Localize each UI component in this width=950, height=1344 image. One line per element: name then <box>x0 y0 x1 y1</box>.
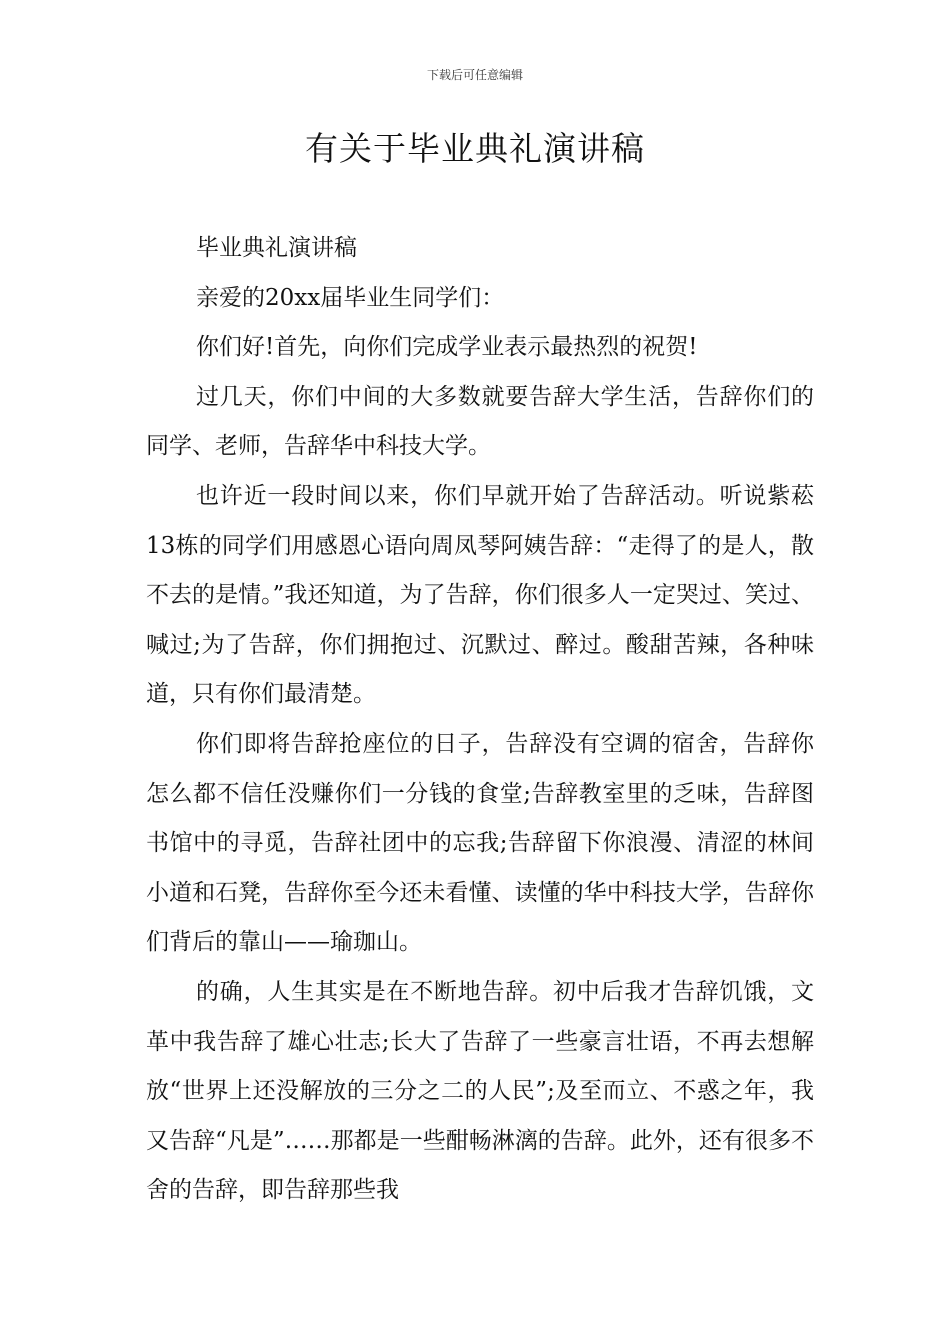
paragraph-body: 过几天，你们中间的大多数就要告辞大学生活，告辞你们的同学、老师，告辞华中科技大学。 <box>146 383 814 460</box>
paragraph-body: 的确，人生其实是在不断地告辞。初中后我才告辞饥饿，文革中我告辞了雄心壮志;长大了告辞了一些豪言壮语，不再去想解放“世界上还没解放的三分之二的人民”;及至而立、不惑之年，我又告辞“凡是”……那都是一些酣畅淋漓的告辞。此外，还有很多不舍的告辞，即告辞那些我 <box>146 978 814 1204</box>
paragraph-subtitle: 毕业典礼演讲稿 <box>196 235 357 261</box>
document-title: 有关于毕业典礼演讲稿 <box>305 129 645 168</box>
paragraph-body: 也许近一段时间以来，你们早就开始了告辞活动。听说紫菘13栋的同学们用感恩心语向周凤琴阿姨告辞：“走得了的是人，散不去的是情。”我还知道，为了告辞，你们很多人一定哭过、笑过、喊过;为了告辞，你们拥抱过、沉默过、醉过。酸甜苦辣，各种味道，只有你们最清楚。 <box>146 482 814 708</box>
document-body <box>146 224 814 1216</box>
paragraph-greeting: 你们好!首先，向你们完成学业表示最热烈的祝贺! <box>196 334 698 361</box>
paragraph-salutation: 亲爱的20xx届毕业生同学们： <box>196 284 505 311</box>
page-header-note: 下载后可任意编辑 <box>426 68 523 82</box>
paragraph-body: 你们即将告辞抢座位的日子，告辞没有空调的宿舍，告辞你怎么都不信任没赚你们一分钱的食堂;告辞教室里的乏味，告辞图书馆中的寻觅，告辞社团中的忘我;告辞留下你浪漫、清涩的林间小道和石凳，告辞你至今还未看懂、读懂的华中科技大学，告辞你们背后的靠山——瑜珈山。 <box>146 730 814 956</box>
